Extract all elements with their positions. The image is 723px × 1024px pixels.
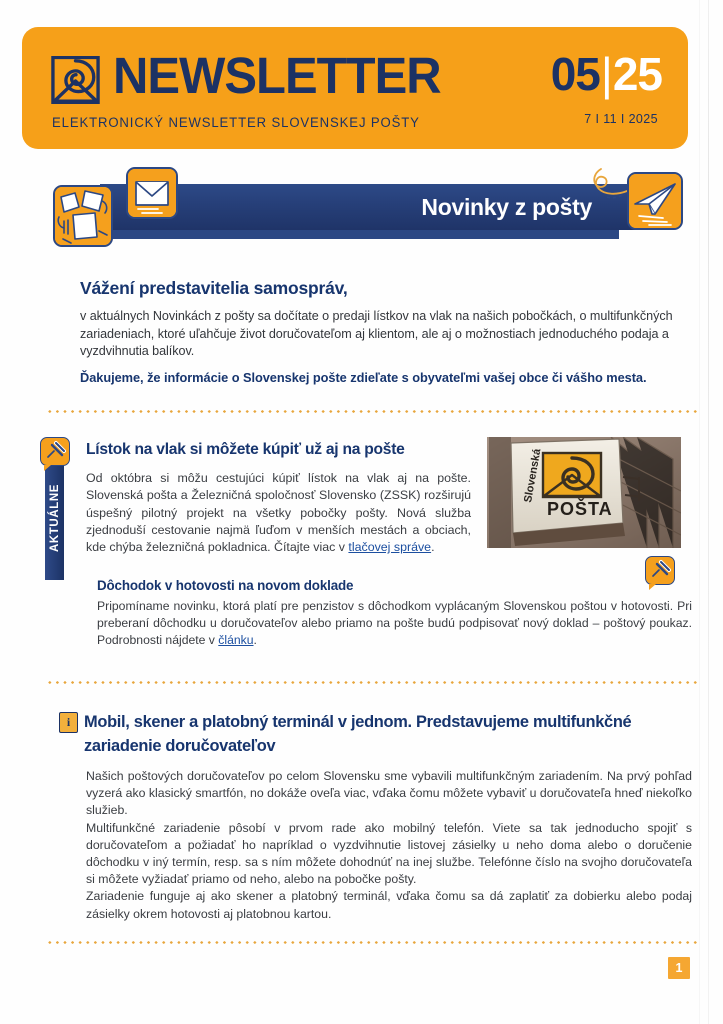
- article-device-paragraph-2: Multifunkčné zariadenie pôsobí v prvom rade ako mobilný telefón. Viete sa tak jednoducho spojiť s doručovateľom a požiadať ho napríklad o vyzdvihnutie listovej zásielky u neho doma alebo o doručenie dôchodku v iný termín, resp. sa s ním môžete dohodnúť na inej službe. Telefónne číslo na svojho doručovateľa si môžete vyžiadať priamo od neho, alebo na pobočke pošty.: [86, 820, 692, 887]
- svg-text:Slovenská: Slovenská: [522, 447, 544, 504]
- link-tlacova-sprava[interactable]: tlačovej správe: [348, 540, 432, 555]
- article-train-ticket-body: [86, 470, 471, 556]
- divider-2: [46, 681, 698, 684]
- intro-thanks: Ďakujeme, že informácie o Slovenskej pošte zdieľate s obyvateľmi vašej obce či vášho mesta.: [80, 369, 647, 385]
- paper-plane-icon: [627, 172, 683, 230]
- article-device-heading: Mobil, skener a platobný terminál v jednom. Predstavujeme multifunkčné zariadenie doručovateľov: [84, 713, 632, 755]
- issue-year: 25: [612, 48, 662, 100]
- article-train-ticket: [86, 441, 471, 556]
- article-device-paragraph-3: Zariadenie funguje aj ako skener a platobný terminál, vďaka čomu sa dá zaplatiť za dobierku alebo podaj zásielky okrem hotovosti aj platobnou kartou.: [86, 889, 692, 921]
- article-device-paragraph-1: Našich poštových doručovateľov po celom Slovensku sme vybavili multifunkčným zariadením. Na prvý pohľad vyzerá ako klasický smartfón, no dokáže oveľa viac, vďaka čomu môžete vybaviť u doručovateľa hneď niekoľko služieb.: [86, 769, 692, 818]
- issue-date: 7 I 11 I 2025: [584, 112, 658, 126]
- sidebar-tab-aktualne: [45, 456, 64, 580]
- postal-horn-logo-icon: [51, 56, 100, 104]
- issue-number-block: [551, 49, 662, 99]
- article-device-body: [86, 768, 692, 923]
- article-pension-body-text: Pripomíname novinku, ktorá platí pre penzistov s dôchodkom vyplácaným Slovenskou poštou v hotovosti. Pri preberaní dôchodku u doručovateľov alebo priamo na pošte budú podpisovať nový doklad – poštový poukaz. Podrobnosti nájdete v: [97, 599, 692, 647]
- envelope-icon: [126, 167, 178, 219]
- article-pension-document: [97, 578, 692, 648]
- divider-3: [46, 941, 698, 944]
- issue-separator: |: [600, 48, 612, 100]
- intro-block: [80, 278, 692, 386]
- section-banner: [45, 163, 685, 251]
- section-banner-title: Novinky z pošty: [421, 194, 592, 220]
- page-edge-line-secondary: [699, 0, 700, 1024]
- intro-body: v aktuálnych Novinkách z pošty sa dočítate o predaji lístkov na vlak na našich pobočkách, o multifunkčných zariadeniach, ktoré uľahčuje život doručovateľom aj klientom, ale aj o možnostiach jednoduchého podaja a vyzdvihnutia balíkov.: [80, 309, 673, 358]
- info-icon: i: [59, 712, 78, 733]
- divider-1: [46, 410, 698, 413]
- page-number-badge: 1: [668, 957, 690, 979]
- masthead-title: NEWSLETTER: [113, 47, 441, 104]
- intro-heading: Vážení predstavitelia samospráv,: [80, 278, 348, 298]
- pin-badge-icon: [40, 437, 70, 466]
- article-train-ticket-heading: Lístok na vlak si môžete kúpiť už aj na pošte: [86, 441, 405, 458]
- hands-letters-icon: [53, 185, 113, 247]
- post-office-sign-photo: [487, 437, 681, 548]
- issue-number: 05: [550, 48, 600, 100]
- article-train-ticket-body-tail: .: [431, 540, 435, 555]
- svg-text:POŠTA: POŠTA: [547, 499, 613, 519]
- sidebar-tab-label: AKTUÁLNE: [48, 483, 61, 553]
- article-train-ticket-body-text: Od októbra si môžu cestujúci kúpiť lístok na vlak aj na pošte. Slovenská pošta a Železničná spoločnosť Slovensko (ZSSK) rozširujú úspešný pilotný projekt na všetky pobočky pošty. Nová služba zjednoduší cestovanie najmä ľuďom v menších mestách a obciach, kde chýba železničná pokladnica. Čítajte viac v: [86, 471, 471, 555]
- link-clanok[interactable]: článku: [218, 632, 254, 647]
- page-edge-line: [708, 0, 709, 1024]
- pin-badge-icon-secondary: [645, 556, 675, 585]
- article-pension-body: [97, 598, 692, 648]
- article-pension-heading: Dôchodok v hotovosti na novom doklade: [97, 578, 354, 593]
- article-pension-body-tail: .: [253, 632, 257, 647]
- masthead-header: [22, 27, 688, 149]
- masthead-subtitle: ELEKTRONICKÝ NEWSLETTER SLOVENSKEJ POŠTY: [52, 115, 420, 130]
